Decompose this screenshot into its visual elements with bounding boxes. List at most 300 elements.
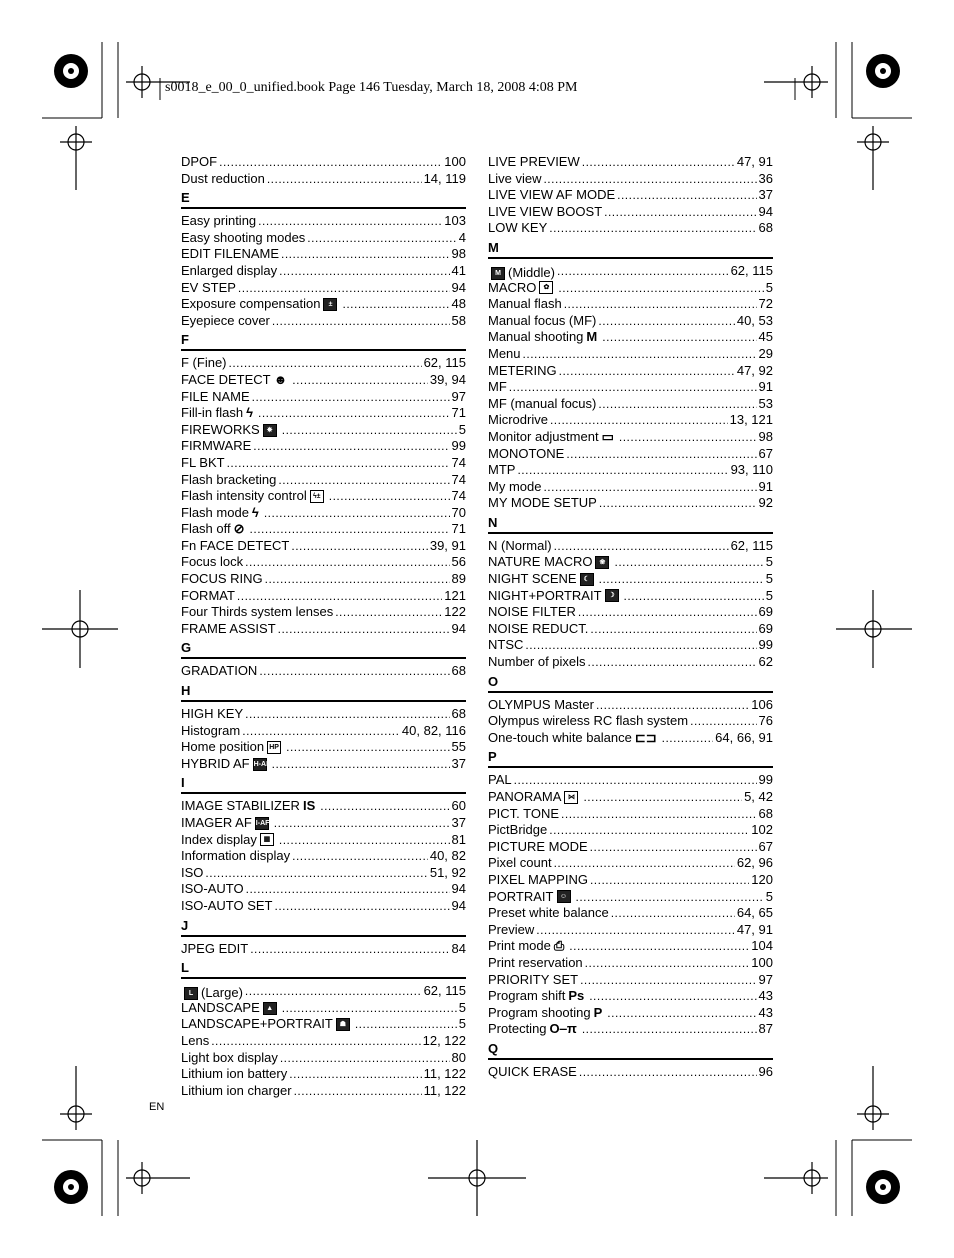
face-icon: ☻ <box>273 371 288 387</box>
leader-dots <box>554 855 735 872</box>
index-entry <box>488 730 773 747</box>
entry-term <box>181 1016 353 1033</box>
crosshair-mark <box>126 1162 190 1194</box>
entry-label: NOISE REDUCT. <box>488 620 589 636</box>
entry-label: Live view <box>488 170 542 186</box>
entry-term <box>488 889 574 906</box>
entry-label: Preset white balance <box>488 905 609 921</box>
index-entry <box>181 472 466 489</box>
entry-label: FL BKT <box>181 454 225 470</box>
night-portrait-icon: ☽ <box>605 589 619 602</box>
leader-dots <box>523 346 757 363</box>
leader-dots <box>282 1000 457 1017</box>
entry-label: PictBridge <box>488 822 548 838</box>
large-icon: L <box>184 987 198 1000</box>
leader-dots <box>619 429 757 446</box>
index-entry <box>181 296 466 313</box>
entry-pages: 89 <box>451 571 466 587</box>
entry-term <box>488 789 581 806</box>
entry-label: Flash bracketing <box>181 471 277 487</box>
leader-dots <box>250 941 449 958</box>
entry-label: OLYMPUS Master <box>488 696 594 712</box>
index-entry <box>488 806 773 823</box>
index-entry <box>181 832 466 849</box>
entry-pages: 62, 96 <box>736 855 773 871</box>
leader-dots <box>525 637 756 654</box>
index-column-right <box>488 154 773 1081</box>
entry-pages: 68 <box>758 220 773 236</box>
entry-term <box>181 422 280 439</box>
index-entry <box>488 872 773 889</box>
index-entry <box>181 438 466 455</box>
crosshair-mark <box>428 1140 526 1216</box>
leader-dots <box>543 479 756 496</box>
entry-label: NIGHT SCENE <box>488 571 577 587</box>
leader-dots <box>569 938 749 955</box>
index-entry <box>181 488 466 505</box>
index-entry <box>488 313 773 330</box>
leader-dots <box>280 1050 450 1067</box>
entry-pages: 5 <box>765 554 773 570</box>
entry-label: JPEG EDIT <box>181 940 249 956</box>
flash-off-icon: ⊘ <box>233 521 245 537</box>
index-entry <box>181 263 466 280</box>
entry-pages: 62, 115 <box>730 537 773 553</box>
leader-dots <box>211 1033 420 1050</box>
entry-label: FIRMWARE <box>181 438 252 454</box>
index-entry <box>181 154 466 171</box>
entry-term <box>181 313 270 330</box>
entry-pages: 87 <box>758 1021 773 1037</box>
entry-label: MF (manual focus) <box>488 395 597 411</box>
book-header: s0018_e_00_0_unified.book Page 146 Tuesday, March 18, 2008 4:08 PM <box>165 80 578 95</box>
leader-dots <box>278 472 449 489</box>
entry-label: FRAME ASSIST <box>181 620 276 636</box>
entry-term <box>181 1050 278 1067</box>
entry-label: Histogram <box>181 722 241 738</box>
index-entry <box>488 955 773 972</box>
entry-pages: 121 <box>444 587 466 603</box>
entry-label: Flash mode <box>181 504 249 520</box>
index-entry <box>181 723 466 740</box>
entry-label: Fill-in flash <box>181 405 244 421</box>
leader-dots <box>342 296 449 313</box>
entry-term <box>181 663 257 680</box>
entry-term <box>181 263 277 280</box>
entry-pages: 70 <box>451 504 466 520</box>
leader-dots <box>566 446 756 463</box>
index-entry <box>488 922 773 939</box>
entry-pages: 40, 53 <box>736 312 773 328</box>
leader-dots <box>227 455 450 472</box>
entry-pages: 29 <box>758 345 773 361</box>
index-entry <box>488 697 773 714</box>
section-letter: O <box>488 673 773 693</box>
entry-pages: 97 <box>758 971 773 987</box>
entry-label: Manual flash <box>488 296 562 312</box>
index-entry <box>181 898 466 915</box>
entry-term <box>181 604 333 621</box>
key-icon: O‒π <box>549 1021 577 1037</box>
leader-dots <box>598 396 756 413</box>
index-icon: ▦ <box>260 833 274 846</box>
entry-label: GRADATION <box>181 663 258 679</box>
leader-dots <box>517 462 728 479</box>
entry-label: LIVE VIEW AF MODE <box>488 187 616 203</box>
index-entry <box>488 296 773 313</box>
entry-pages: 47, 91 <box>736 154 773 169</box>
entry-term <box>488 204 602 221</box>
crosshair-mark <box>60 126 92 190</box>
entry-label: ISO <box>181 864 204 880</box>
night-scene-icon: ☾ <box>580 573 594 586</box>
flash-icon: ϟ <box>246 405 254 421</box>
entry-pages: 94 <box>758 203 773 219</box>
index-entry <box>181 372 466 389</box>
leader-dots <box>291 538 427 555</box>
entry-label: Easy printing <box>181 213 257 229</box>
entry-pages: 60 <box>451 798 466 814</box>
leader-dots <box>289 1066 421 1083</box>
entry-label: Manual shooting <box>488 329 584 345</box>
entry-term <box>181 815 272 832</box>
entry-term <box>488 772 512 789</box>
entry-pages: 81 <box>451 831 466 847</box>
entry-term <box>488 621 588 638</box>
entry-term <box>181 571 263 588</box>
leader-dots <box>559 363 735 380</box>
entry-term <box>181 832 277 849</box>
index-entry <box>181 706 466 723</box>
leader-dots <box>267 171 422 188</box>
entry-label: My mode <box>488 478 542 494</box>
entry-term <box>488 588 622 605</box>
entry-label: LOW KEY <box>488 220 548 236</box>
entry-pages: 40, 82 <box>429 848 466 864</box>
leader-dots <box>590 621 756 638</box>
entry-term <box>181 372 290 389</box>
entry-label: Manual focus (MF) <box>488 312 597 328</box>
entry-pages: 68 <box>451 706 466 722</box>
entry-label: FIREWORKS <box>181 421 260 437</box>
index-entry <box>181 405 466 422</box>
leader-dots <box>278 621 450 638</box>
entry-term <box>488 479 541 496</box>
entry-label: LIVE PREVIEW <box>488 154 580 169</box>
middle-icon: M <box>491 267 505 280</box>
entry-pages: 98 <box>451 246 466 262</box>
entry-label: Focus lock <box>181 554 244 570</box>
leader-dots <box>250 521 450 538</box>
entry-pages: 40, 82, 116 <box>401 722 466 738</box>
section-letter: J <box>181 917 466 937</box>
entry-term <box>488 171 541 188</box>
entry-term <box>488 822 547 839</box>
entry-label: FILE NAME <box>181 388 250 404</box>
index-entry <box>488 1064 773 1081</box>
entry-label: PORTRAIT <box>488 888 554 904</box>
entry-label: Easy shooting modes <box>181 229 306 245</box>
leader-dots <box>294 1083 422 1100</box>
entry-pages: 37 <box>451 815 466 830</box>
entry-term <box>488 538 552 555</box>
entry-pages: 96 <box>758 1063 773 1079</box>
section-letter: F <box>181 331 466 351</box>
leader-dots <box>599 571 764 588</box>
entry-label: QUICK ERASE <box>488 1063 577 1079</box>
entry-pages: 94 <box>451 897 466 913</box>
entry-label: One-touch white balance <box>488 729 632 745</box>
entry-pages: 76 <box>758 713 773 729</box>
entry-term <box>488 154 580 171</box>
entry-term <box>181 405 256 422</box>
leader-dots <box>599 495 757 512</box>
entry-label: PICTURE MODE <box>488 838 588 854</box>
entry-label: PIXEL MAPPING <box>488 871 588 887</box>
entry-term <box>181 438 251 455</box>
entry-label: Print reservation <box>488 954 583 970</box>
entry-label: MY MODE SETUP <box>488 495 597 511</box>
leader-dots <box>245 983 422 1000</box>
entry-label: HIGH KEY <box>181 706 244 722</box>
entry-label: METERING <box>488 362 557 378</box>
index-entry <box>488 839 773 856</box>
entry-term <box>488 654 586 671</box>
macro-icon: ✿ <box>539 281 553 294</box>
entry-pages: 103 <box>444 213 466 229</box>
entry-pages: 39, 91 <box>429 537 466 553</box>
entry-pages: 71 <box>451 521 466 537</box>
leader-dots <box>550 412 728 429</box>
section-letter: N <box>488 514 773 534</box>
entry-pages: 55 <box>451 739 466 755</box>
index-entry <box>488 713 773 730</box>
entry-label: MACRO <box>488 279 537 295</box>
leader-dots <box>279 832 450 849</box>
entry-label: PANORAMA <box>488 789 562 804</box>
entry-label: ISO-AUTO SET <box>181 897 273 913</box>
entry-label: Microdrive <box>488 412 548 428</box>
leader-dots <box>320 798 449 815</box>
crosshair-mark <box>42 590 118 668</box>
index-entry <box>488 789 773 806</box>
leader-dots <box>589 988 756 1005</box>
entry-term <box>181 538 289 555</box>
entry-pages: 45 <box>758 329 773 345</box>
entry-label: LANDSCAPE+PORTRAIT <box>181 1016 333 1032</box>
leader-dots <box>617 187 756 204</box>
entry-pages: 67 <box>758 838 773 854</box>
index-entry <box>181 1033 466 1050</box>
entry-term <box>488 187 615 204</box>
leader-dots <box>514 772 757 789</box>
leader-dots <box>585 955 750 972</box>
index-entry <box>488 379 773 396</box>
entry-pages: 91 <box>758 478 773 494</box>
leader-dots <box>596 697 749 714</box>
entry-pages: 94 <box>451 620 466 636</box>
index-entry <box>488 363 773 380</box>
entry-pages: 11, 122 <box>423 1066 466 1082</box>
index-column-left <box>181 154 466 1099</box>
index-entry <box>181 881 466 898</box>
index-entry <box>181 663 466 680</box>
starburst-mark-br <box>866 1170 900 1204</box>
index-entry <box>181 1000 466 1017</box>
entry-pages: 64, 66, 91 <box>715 729 773 745</box>
entry-label: Lens <box>181 1032 210 1048</box>
entry-term <box>181 455 225 472</box>
leader-dots <box>238 280 450 297</box>
entry-term <box>488 429 617 446</box>
index-entry <box>488 554 773 571</box>
entry-term <box>488 412 548 429</box>
index-entry <box>181 230 466 247</box>
entry-pages: 43 <box>758 1004 773 1020</box>
entry-label: PICT. TONE <box>488 805 560 821</box>
index-entry <box>488 154 773 171</box>
entry-pages: 58 <box>451 312 466 328</box>
index-entry <box>488 905 773 922</box>
entry-pages: 5 <box>458 999 466 1015</box>
entry-pages: 62 <box>758 654 773 670</box>
entry-pages: 5 <box>765 888 773 904</box>
index-entry <box>181 983 466 1000</box>
index-entry <box>181 941 466 958</box>
leader-dots <box>549 220 756 237</box>
index-entry <box>488 621 773 638</box>
entry-pages: 56 <box>451 554 466 570</box>
entry-term <box>488 280 556 297</box>
index-entry <box>488 171 773 188</box>
entry-pages: 104 <box>751 938 773 954</box>
entry-term <box>181 848 290 865</box>
entry-pages: 92 <box>758 495 773 511</box>
leader-dots <box>614 554 763 571</box>
index-entry <box>181 1066 466 1083</box>
index-entry <box>488 988 773 1005</box>
entry-label: Exposure compensation <box>181 296 321 312</box>
entry-term <box>181 521 248 538</box>
entry-term <box>181 588 235 605</box>
entry-term <box>488 346 521 363</box>
entry-pages: 80 <box>451 1049 466 1065</box>
index-entry <box>488 479 773 496</box>
language-tab: EN <box>149 1101 165 1113</box>
entry-term <box>181 355 227 372</box>
entry-term <box>488 806 559 823</box>
entry-term <box>181 296 340 313</box>
entry-term <box>488 313 596 330</box>
entry-label: MF <box>488 379 507 395</box>
entry-label: NOISE FILTER <box>488 604 576 620</box>
entry-pages: 64, 65 <box>736 905 773 921</box>
hybrid-af-icon: H-AF <box>253 758 267 771</box>
index-entry <box>181 588 466 605</box>
index-entry <box>181 621 466 638</box>
index-entry <box>181 739 466 756</box>
leader-dots <box>265 571 450 588</box>
starburst-mark-tl <box>54 54 88 88</box>
entry-term <box>488 855 552 872</box>
crosshair-mark <box>60 1066 92 1130</box>
entry-term <box>181 1083 292 1100</box>
landscape-portrait-icon: ☗ <box>336 1018 350 1031</box>
entry-label: Program shooting <box>488 1004 591 1020</box>
landscape-icon: ▲ <box>263 1002 277 1015</box>
section-letter: E <box>181 189 466 209</box>
entry-label: N (Normal) <box>488 537 552 553</box>
entry-label: ISO-AUTO <box>181 881 244 897</box>
leader-dots <box>329 488 450 505</box>
entry-label: EV STEP <box>181 279 236 295</box>
entry-pages: 13, 121 <box>729 412 773 428</box>
index-entry <box>488 654 773 671</box>
index-entry <box>181 604 466 621</box>
entry-label: Eyepiece cover <box>181 312 270 328</box>
entry-term <box>488 922 534 939</box>
index-entry <box>488 187 773 204</box>
index-entry <box>488 604 773 621</box>
entry-label: Four Thirds system lenses <box>181 604 334 620</box>
leader-dots <box>590 872 749 889</box>
index-entry <box>181 422 466 439</box>
leader-dots <box>561 806 756 823</box>
entry-label: Menu <box>488 345 521 361</box>
leader-dots <box>590 839 757 856</box>
entry-pages: 48 <box>451 296 466 312</box>
starburst-mark-tr <box>866 54 900 88</box>
one-touch-wb-icon: ⊏⊐ <box>634 729 657 745</box>
index-entry <box>181 521 466 538</box>
index-entry <box>181 505 466 522</box>
leader-dots <box>611 905 735 922</box>
entry-term <box>488 495 597 512</box>
entry-pages: 53 <box>758 395 773 411</box>
entry-label: Olympus wireless RC flash system <box>488 713 689 729</box>
entry-pages: 84 <box>451 940 466 956</box>
leader-dots <box>229 355 422 372</box>
leader-dots <box>582 1021 757 1038</box>
index-entry <box>488 446 773 463</box>
index-entry <box>181 389 466 406</box>
entry-pages: 4 <box>458 229 466 245</box>
leader-dots <box>272 313 450 330</box>
index-entry <box>488 263 773 280</box>
entry-term <box>488 697 594 714</box>
leader-dots <box>272 756 450 773</box>
is-icon: IS <box>302 798 316 814</box>
entry-pages: 74 <box>451 471 466 487</box>
leader-dots <box>558 280 763 297</box>
index-entry <box>181 554 466 571</box>
leader-dots <box>279 263 449 280</box>
entry-pages: 62, 115 <box>730 262 773 278</box>
leader-dots <box>662 730 714 747</box>
index-entry <box>181 455 466 472</box>
index-entry <box>181 1083 466 1100</box>
entry-pages: 99 <box>758 637 773 653</box>
index-entry <box>488 637 773 654</box>
entry-label: IMAGE STABILIZER <box>181 798 300 814</box>
crosshair-mark <box>857 1066 889 1130</box>
entry-label: FORMAT <box>181 587 235 603</box>
entry-term <box>181 739 284 756</box>
entry-term <box>488 220 547 237</box>
entry-pages: 99 <box>451 438 466 454</box>
entry-term <box>488 396 596 413</box>
entry-label: LANDSCAPE <box>181 999 260 1015</box>
